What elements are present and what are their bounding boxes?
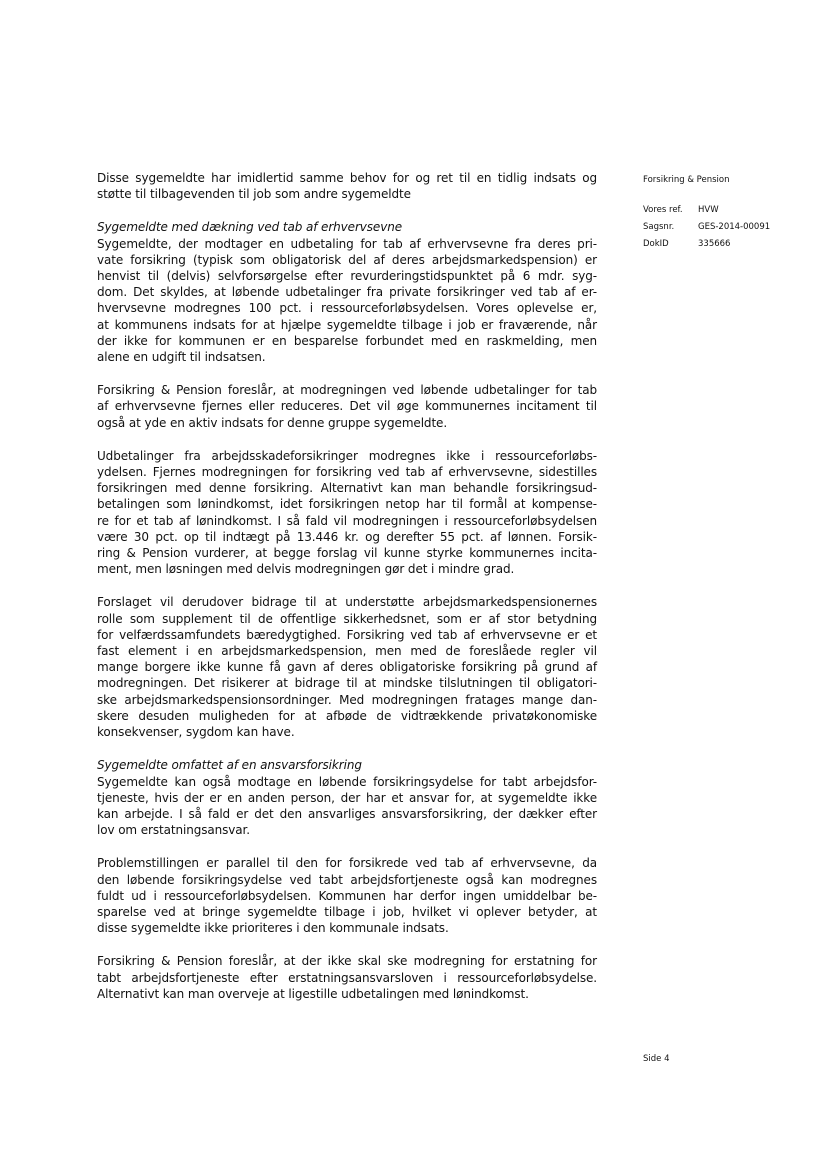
text-line: ring & Pension vurderer, at begge forslag vil kunne styrke kommunernes incita- — [97, 546, 597, 561]
text-line: også at yde en aktiv indsats for denne gruppe sygemeldte. — [97, 415, 448, 430]
meta-label: Vores ref. — [643, 205, 683, 215]
meta-label: Sagsnr. — [643, 222, 675, 232]
text-line: re for et tab af lønindkomst. I så fald vil modregningen i ressourceforløbsydelsen — [97, 513, 597, 528]
meta-row-sagsnr — [643, 221, 813, 233]
meta-value: 335666 — [698, 239, 731, 249]
paragraph-ansvarsforsikring — [97, 774, 597, 839]
text-line: Forslaget vil derudover bidrage til at understøtte arbejdsmarkedspensionernes — [97, 595, 597, 610]
text-line: lov om erstatningsansvar. — [97, 823, 250, 838]
paragraph-parallel — [97, 855, 597, 936]
letter-sidebar — [643, 174, 813, 255]
meta-row-ref — [643, 204, 813, 216]
paragraph-arbejdsskade — [97, 448, 597, 578]
text-line: Sygemeldte, der modtager en udbetaling for tab af erhvervsevne fra deres pri- — [97, 236, 597, 251]
letter-body — [97, 170, 597, 1002]
text-line: Forsikring & Pension foreslår, at modregningen ved løbende udbetalinger for tab — [97, 383, 597, 398]
text-line: fuldt ud i ressourceforløbsydelsen. Kommunen har derfor ingen umiddelbar be- — [97, 888, 597, 903]
text-line: ydelsen. Fjernes modregningen for forsikring ved tab af erhvervsevne, sidestilles — [97, 465, 597, 480]
paragraph-intro — [97, 170, 597, 202]
paragraph-pension — [97, 594, 597, 740]
paragraph-proposal-2 — [97, 953, 597, 1002]
text-line: disse sygemeldte ikke prioriteres i den kommunale indsats. — [97, 921, 449, 936]
text-line: skere desuden muligheden for at afbøde de vidtrækkende privatøkonomiske — [97, 708, 597, 723]
text-line: af erhvervsevne fjernes eller reduceres. Det vil øge kommunernes incitament til — [97, 399, 597, 414]
text-line: Disse sygemeldte har imidlertid samme behov for og ret til en tidlig indsats og — [97, 171, 597, 185]
text-line: rolle som supplement til de offentlige sikkerhedsnet, som er af stor betydning — [97, 611, 597, 626]
text-line: at kommunens indsats for at hjælpe sygemeldte tilbage i job er fraværende, når — [97, 317, 597, 332]
text-line: Alternativt kan man overveje at ligestille udbetalingen med lønindkomst. — [97, 986, 529, 1001]
text-line: kan arbejde. I så fald er det den ansvarliges ansvarsforsikring, der dækker efter — [97, 806, 597, 821]
text-line: Sygemeldte kan også modtage en løbende forsikringsydelse for tabt arbejdsfor- — [97, 774, 597, 789]
paragraph-proposal-1 — [97, 382, 597, 431]
meta-label: DokID — [643, 239, 669, 249]
text-line: forsikringen med denne forsikring. Alternativt kan man behandle forsikringsud- — [97, 481, 597, 496]
text-line: vate forsikring (typisk som obligatorisk del af deres arbejdsmarkedspension) er — [97, 252, 597, 267]
text-line: konsekvenser, sygdom kan have. — [97, 725, 295, 740]
text-line: hvervsevne modregnes 100 pct. i ressourceforløbsydelsen. Vores oplevelse er, — [97, 301, 597, 316]
section-heading-erhvervsevne: Sygemeldte med dækning ved tab af erhvervsevne — [97, 220, 402, 235]
text-line: støtte til tilbagevenden til job som andre sygemeldte — [97, 187, 411, 202]
text-line: fast element i en arbejdsmarkedspension, men med de foreslåede regler vil — [97, 644, 597, 659]
text-line: sparelse ved at bringe sygemeldte tilbage i job, hvilket vi oplever betyder, at — [97, 904, 597, 919]
text-line: for velfærdssamfundets bæredygtighed. Forsikring ved tab af erhvervsevne er et — [97, 627, 597, 642]
meta-value: HVW — [698, 205, 719, 215]
section-heading-ansvarsforsikring: Sygemeldte omfattet af en ansvarsforsikring — [97, 758, 362, 773]
text-line: være 30 pct. op til indtægt på 13.446 kr. og derefter 55 pct. af lønnen. Forsik- — [97, 529, 597, 544]
company-name: Forsikring & Pension — [643, 175, 730, 185]
page-number: Side 4 — [643, 1054, 670, 1064]
text-line: den løbende forsikringsydelse ved tabt arbejdsfortjeneste også kan modregnes — [97, 872, 597, 887]
text-line: ment, men løsningen med delvis modregningen gør det i mindre grad. — [97, 562, 515, 577]
text-line: alene en udgift til indsatsen. — [97, 350, 266, 365]
meta-row-dokid — [643, 238, 813, 250]
text-line: ske arbejdsmarkedspensionsordninger. Med modregningen fratages mange dan- — [97, 692, 597, 707]
text-line: Problemstillingen er parallel til den for forsikrede ved tab af erhvervsevne, da — [97, 856, 597, 871]
text-line: dom. Det skyldes, at løbende udbetalinger fra private forsikringer ved tab af er- — [97, 285, 597, 300]
text-line: modregningen. Det risikerer at bidrage til at mindske tilslutningen til obligatori- — [97, 676, 597, 691]
text-line: der ikke for kommunen er en besparelse forbundet med en raskmelding, men — [97, 333, 597, 348]
text-line: betalingen som lønindkomst, idet forsikringen netop har til formål at kompense- — [97, 497, 597, 512]
text-line: tjeneste, hvis der er en anden person, der har et ansvar for, at sygemeldte ikke — [97, 790, 597, 805]
meta-value: GES-2014-00091 — [698, 222, 771, 232]
text-line: Udbetalinger fra arbejdsskadeforsikringer modregnes ikke i ressourceforløbs- — [97, 448, 597, 463]
text-line: henvist til (delvis) selvforsørgelse efter revurderingstidspunktet på 6 mdr. syg- — [97, 269, 597, 284]
text-line: Forsikring & Pension foreslår, at der ikke skal ske modregning for erstatning for — [97, 954, 597, 969]
text-line: tabt arbejdsfortjeneste efter erstatningsansvarsloven i ressourceforløbsydelse. — [97, 970, 597, 985]
paragraph-erhvervsevne — [97, 236, 597, 366]
text-line: mange borgere ikke kunne få gavn af deres obligatoriske forsikring på grund af — [97, 660, 597, 675]
